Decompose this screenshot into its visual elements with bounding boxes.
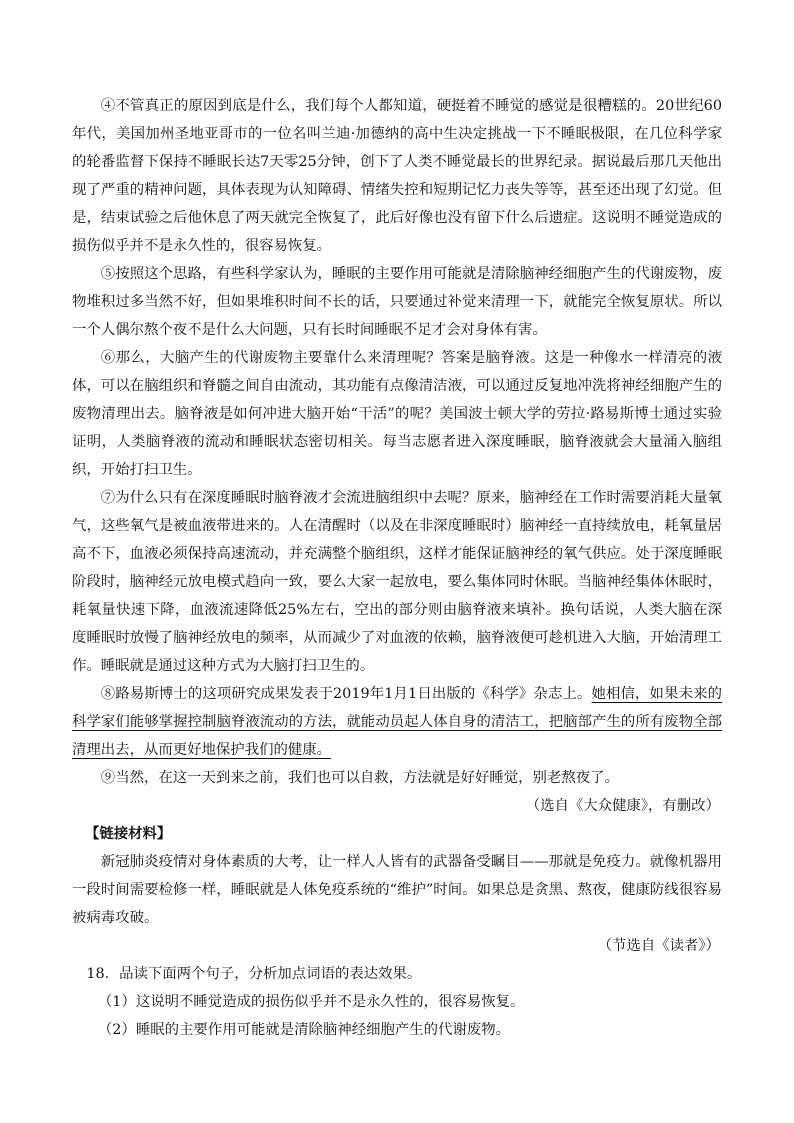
paragraph-6: ⑥那么，大脑产生的代谢废物主要靠什么来清理呢？答案是脑脊液。这是一种像水一样清亮的液体，可以在脑组织和脊髓之间自由流动，其功能有点像清洁液，可以通过反复地冲洗将神经细胞产生的废物清理出去。脑脊液是如何冲进大脑开始“干活”的呢？美国波士顿大学的劳拉·路易斯博士通过实验证明，人类脑脊液的流动和睡眠状态密切相关。每当志愿者进入深度睡眠，脑脊液就会大量涌入脑组织，开始打扫卫生。 <box>72 350 722 478</box>
question-stem: 18．品读下面两个句子，分析加点词语的表达效果。 <box>86 966 422 982</box>
paragraph-8-underlined: 她相信，如果未来的科学家们能够掌握控制脑脊液流动的方法，就能动员起人体自身的清洁工，把脑部产生的所有废物全部清理出去，从而更好地保护我们的健康。 <box>72 686 722 758</box>
paragraph-8 <box>72 680 722 764</box>
paragraph-7: ⑦为什么只有在深度睡眠时脑脊液才会流进脑组织中去呢？原来，脑神经在工作时需要消耗大量氧气，这些氧气是被血液带进来的。人在清醒时（以及在非深度睡眠时）脑神经一直持续放电，耗氧量居高不下，血液必须保持高速流动，并充满整个脑组织，这样才能保证脑神经的氧气供应。处于深度睡眠阶段时，脑神经元放电模式趋向一致，要么大家一起放电，要么集体同时休眠。当脑神经集体休眠时，耗氧量快速下降，血液流速降低25%左右，空出的部分则由脑脊液来填补。换句话说，人类大脑在深度睡眠时放慢了脑神经放电的频率，从而减少了对血液的依赖，脑脊液便可趁机进入大脑，开始清理工作。睡眠就是通过这种方式为大脑打扫卫生的。 <box>72 490 722 674</box>
link-material-heading: 【链接材料】 <box>84 825 172 842</box>
link-material-source: （节选自《读者》） <box>597 938 720 954</box>
paragraph-8-plain: ⑧路易斯博士的这项研究成果发表于2019年1月1日出版的《科学》杂志上。 <box>100 686 592 702</box>
link-material-text: 新冠肺炎疫情对身体素质的大考，让一样人人皆有的武器备受瞩目——那就是免疫力。就像机器用一段时间需要检修一样，睡眠就是人体免疫系统的“维护”时间。如果总是贪黑、熬夜，健康防线很容易被病毒攻破。 <box>72 854 722 926</box>
article-source: （选自《大众健康》，有删改） <box>525 798 720 814</box>
paragraph-9: ⑨当然，在这一天到来之前，我们也可以自救，方法就是好好睡觉，别老熬夜了。 <box>100 770 619 786</box>
paragraph-4: ④不管真正的原因到底是什么，我们每个人都知道，硬挺着不睡觉的感觉是很糟糕的。20世纪60年代，美国加州圣地亚哥市的一位名叫兰迪·加德纳的高中生决定挑战一下不睡眠极限，在几位科学家的轮番监督下保持不睡眠长达7天零25分钟，创下了人类不睡觉最长的世界纪录。据说最后那几天他出现了严重的精神问题，具体表现为认知障碍、情绪失控和短期记忆力丧失等等，甚至还出现了幻觉。但是，结束试验之后他休息了两天就完全恢复了，此后好像也没有留下什么后遗症。这说明不睡觉造成的损伤似乎并不是永久性的，很容易恢复。 <box>72 98 722 254</box>
document-page <box>72 92 722 1044</box>
paragraph-5: ⑤按照这个思路，有些科学家认为，睡眠的主要作用可能就是清除脑神经细胞产生的代谢废物，废物堆积过多当然不好，但如果堆积时间不长的话，只要通过补觉来清理一下，就能完全恢复原状。所以一个人偶尔熬个夜不是什么大问题，只有长时间睡眠不足才会对身体有害。 <box>72 266 722 338</box>
question-item-1: （1）这说明不睡觉造成的损伤似乎并不是永久性的，很容易恢复。 <box>97 994 525 1010</box>
question-item-2: （2）睡眠的主要作用可能就是清除脑神经细胞产生的代谢废物。 <box>97 1022 511 1038</box>
